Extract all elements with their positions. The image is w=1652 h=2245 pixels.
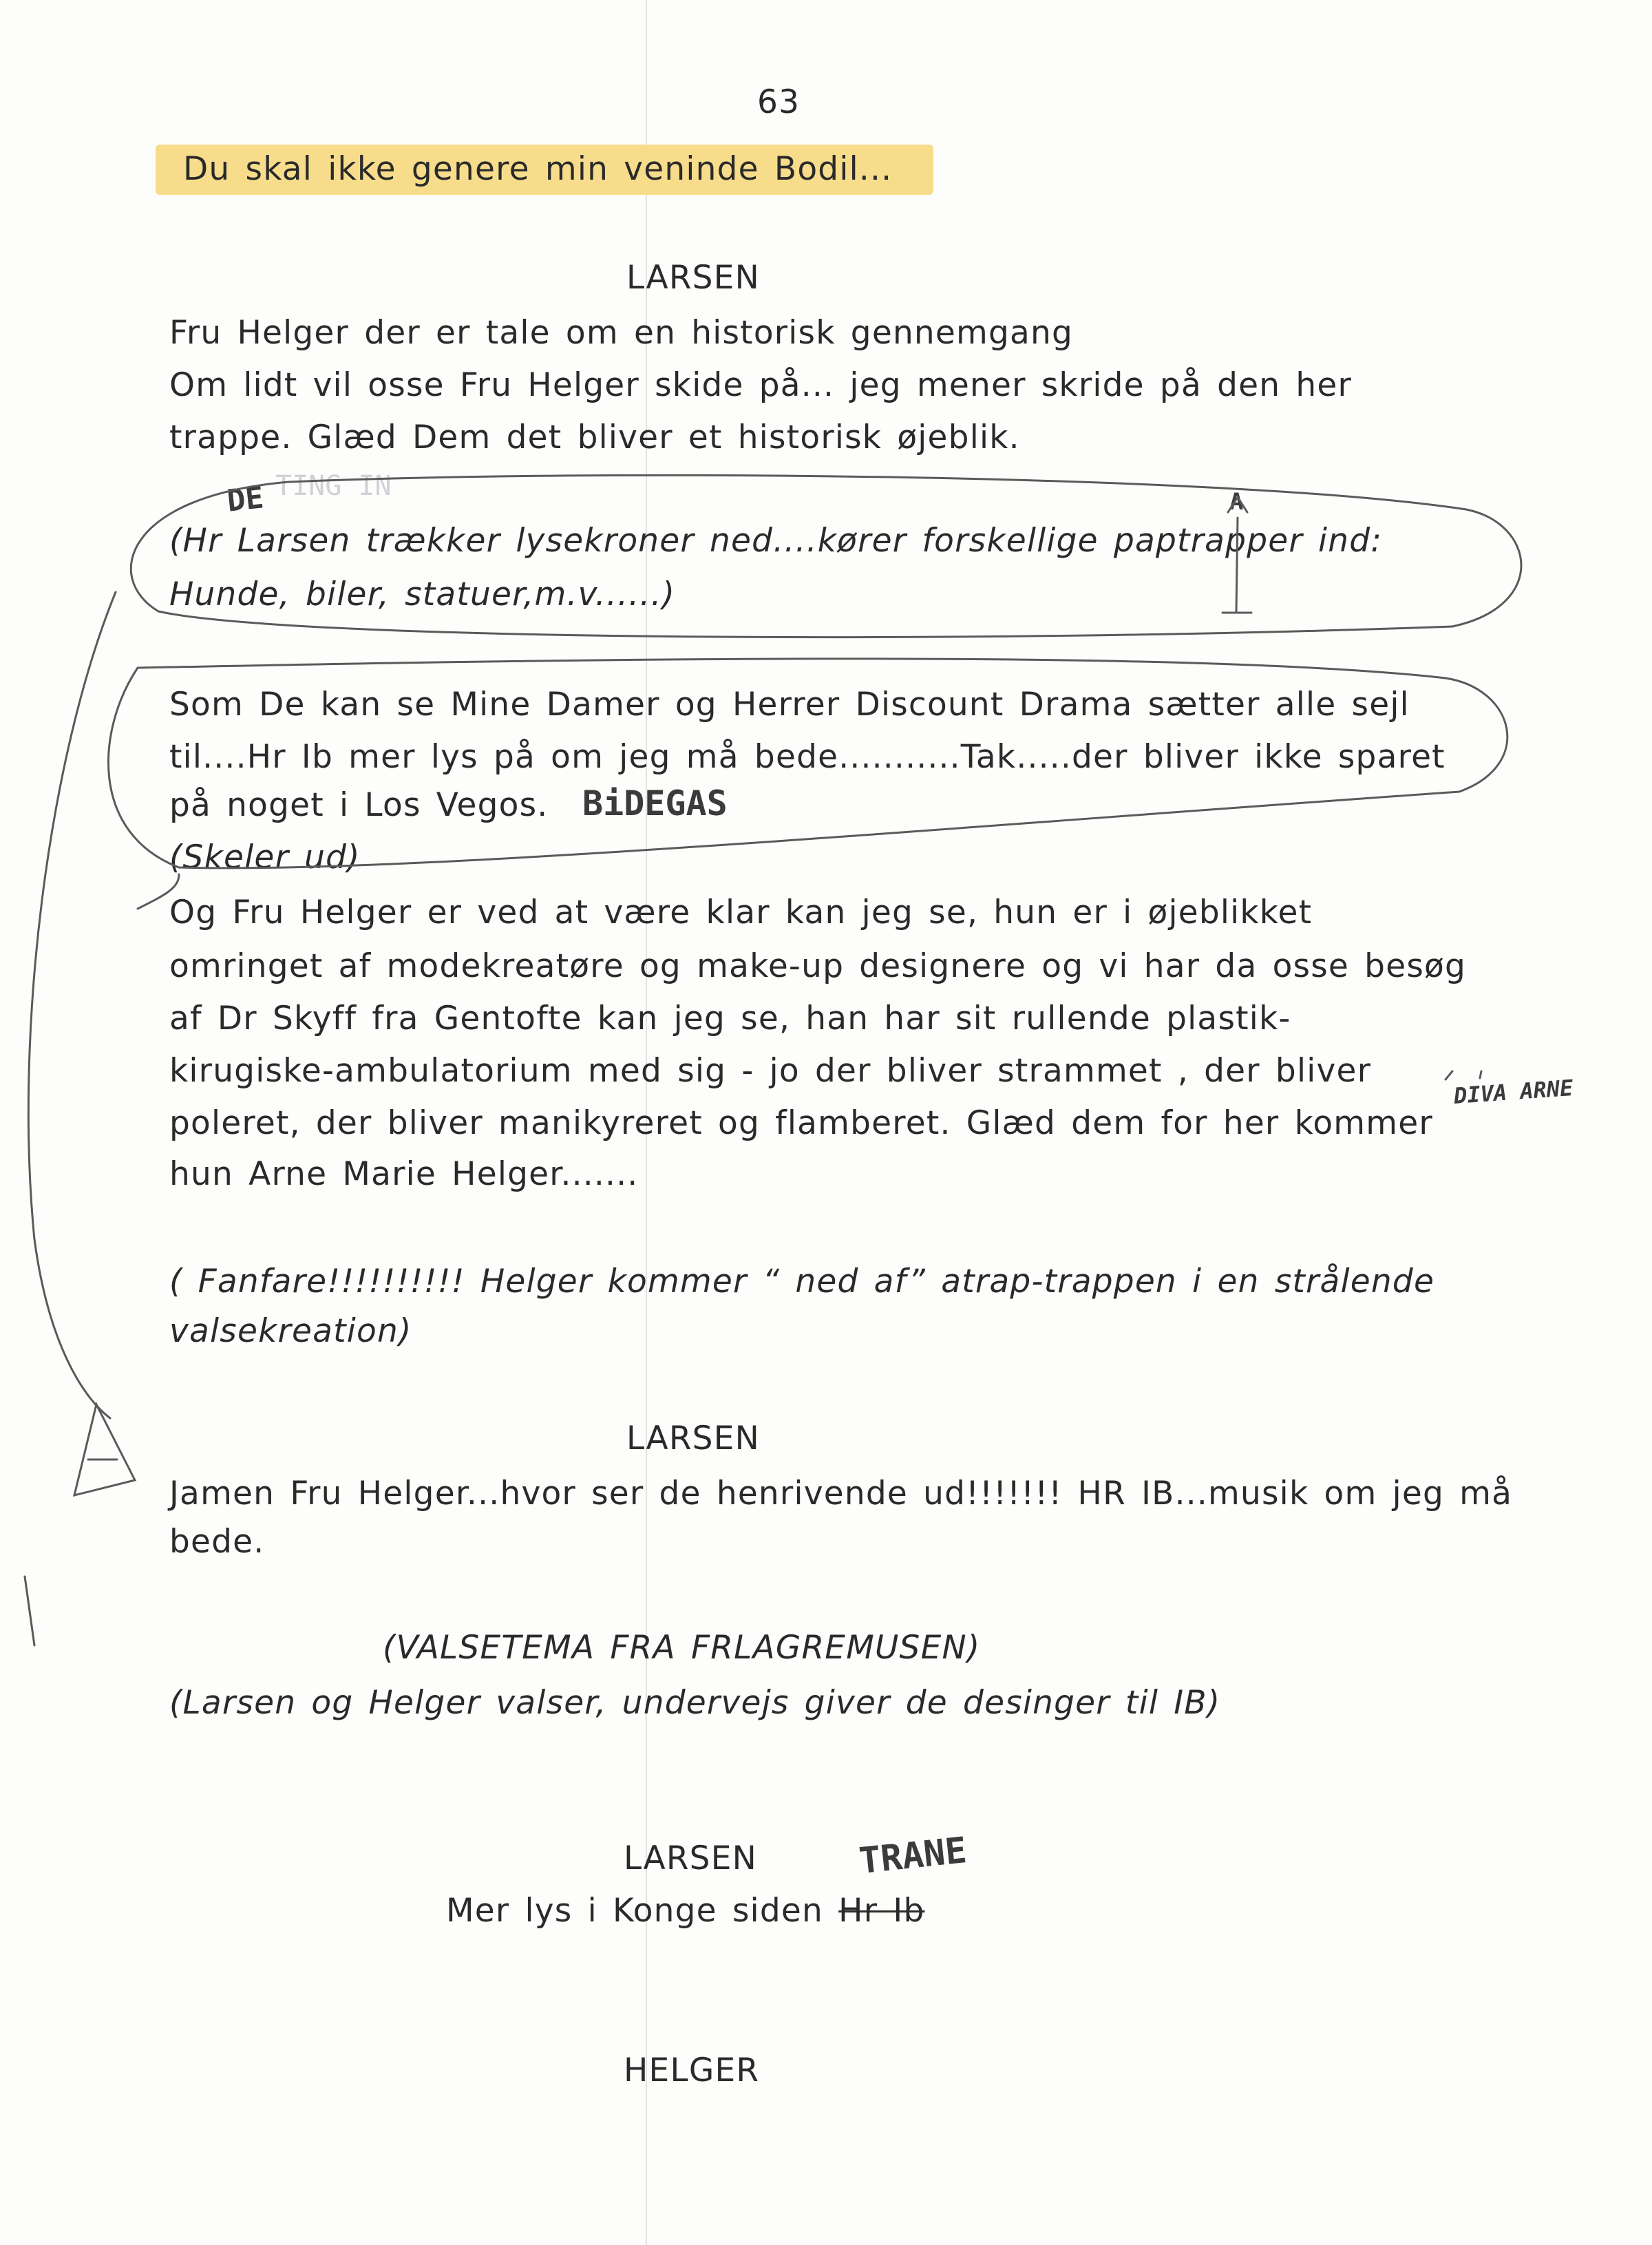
line-13: hun Arne Marie Helger.......	[169, 1155, 639, 1193]
circle-around-paragraph	[108, 659, 1507, 868]
speaker-helger: HELGER	[624, 2052, 760, 2089]
line-12: poleret, der bliver manikyreret og flamberet. Glæd dem for her kommer	[169, 1104, 1433, 1142]
handwritten-trane: TRANE	[857, 1829, 969, 1883]
margin-triangle-marker	[74, 1404, 135, 1495]
line-10: af Dr Skyff fra Gentofte kan jeg se, han har sit rullende plastik-	[169, 1000, 1291, 1037]
line-5: Som De kan se Mine Damer og Herrer Discount Drama sætter alle sejl	[169, 686, 1410, 724]
speaker-larsen-3: LARSEN	[624, 1840, 757, 1877]
a-mark-stem	[1222, 497, 1251, 613]
line-4: trappe. Glæd Dem det bliver et historisk øjeblik.	[169, 419, 1020, 456]
long-margin-arrow	[28, 592, 116, 1418]
direction-2: (Skeler ud)	[169, 839, 361, 876]
divaarne-caret	[1446, 1071, 1481, 1079]
line-8: Og Fru Helger er ved at være klar kan jeg se, hun er i øjeblikket	[169, 894, 1313, 931]
speaker-larsen-2: LARSEN	[626, 1420, 760, 1457]
direction-1b: Hunde, biler, statuer,m.v......)	[169, 576, 676, 613]
direction-1a: (Hr Larsen trækker lysekroner ned....kører forskellige paptrapper ind:	[169, 522, 1383, 560]
handwritten-a-mark: A	[1229, 488, 1244, 516]
line-7: på noget i Los Vegos.	[169, 786, 549, 824]
direction-4: (VALSETEMA FRA FRLAGREMUSEN)	[383, 1629, 981, 1667]
page-number: 63	[757, 83, 801, 121]
handwritten-divaarne: DIVA ARNE	[1452, 1074, 1574, 1110]
circle-around-direction-1	[131, 475, 1521, 637]
margin-tick	[25, 1577, 34, 1645]
direction-5: (Larsen og Helger valser, undervejs giver de desinger til IB)	[169, 1684, 1221, 1722]
direction-3b: valsekreation)	[169, 1312, 412, 1350]
line-9: omringet af modekreatøre og make-up designere og vi har da osse besøg	[169, 947, 1467, 985]
line-3: Om lidt vil osse Fru Helger skide på... jeg mener skride på den her	[169, 366, 1353, 404]
speaker-larsen-1: LARSEN	[626, 259, 760, 297]
handwritten-de: DE	[225, 480, 266, 519]
line-16-text: Mer lys i Konge siden	[446, 1892, 824, 1930]
line-14: Jamen Fru Helger...hvor ser de henrivende ud!!!!!!! HR IB...musik om jeg må	[169, 1475, 1513, 1513]
handwritten-ting-in: TING IN	[275, 470, 392, 502]
line-6: til....Hr Ib mer lys på om jeg må bede...........Tak.....der bliver ikke sparet	[169, 738, 1446, 776]
line-15: bede.	[169, 1523, 265, 1561]
struck-name: Hr Ib	[838, 1892, 925, 1930]
handwritten-bidegas: BiDEGAS	[582, 783, 728, 823]
line-2: Fru Helger der er tale om en historisk gennemgang	[169, 314, 1074, 352]
line-11: kirugiske-ambulatorium med sig - jo der bliver strammet , der bliver	[169, 1052, 1372, 1090]
direction-3a: ( Fanfare!!!!!!!!!! Helger kommer “ ned af” atrap-trappen i en strålende	[169, 1263, 1435, 1300]
connector-line	[138, 874, 179, 909]
highlighted-line: Du skal ikke genere min veninde Bodil...	[156, 145, 933, 195]
